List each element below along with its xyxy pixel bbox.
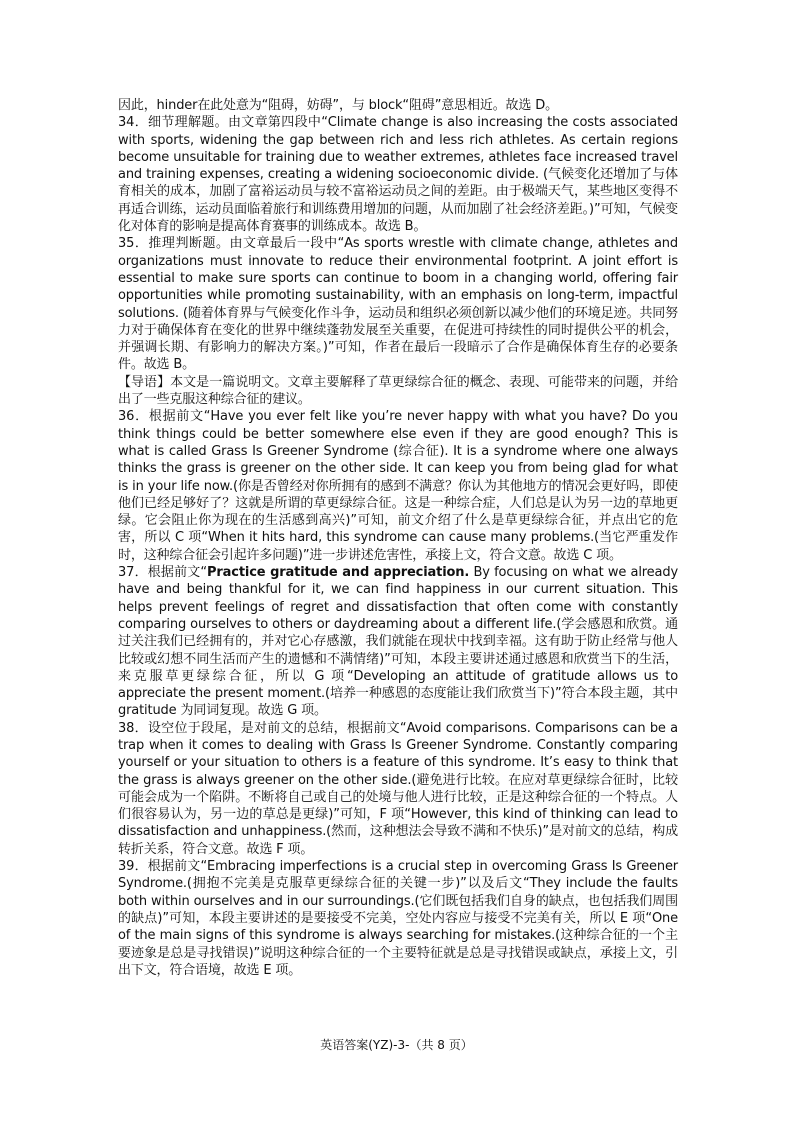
paragraph-q39: 39．根据前文“Embracing imperfections is a crucial step in overcoming Grass Is Greener Syndrome.(拥抱不完美是克服草更绿综合征的关键一步)”以及后文“They include the faults both within ourselves and in our surroundings.(它们既包括我们自身的缺点，也包括我们周围的缺点)”可知，本段主要讲述的是要接受不完美，空处内容应与接受不完美有关，所以 E 项“One of the main signs of this syndrome is always searching for mistakes.(这种综合征的一个主要迹象是总是寻找错误)”说明这种综合征的一个主要特征就是总是寻找错误或缺点，承接上文，引出下文，符合语境，故选 E 项。 — [118, 859, 678, 978]
paragraph-q35: 35．推理判断题。由文章最后一段中“As sports wrestle with climate change, athletes and organizations must innovate to reduce their environmental footprint. A joint effort is essential to make sure sports can continue to boom in a changing world, offering fair opportunities while promoting sustainability, with an emphasis on long-term, impactful solutions. (随着体育界与气候变化作斗争，运动员和组织必须创新以减少他们的环境足迹。共同努力对于确保体育在变化的世界中继续蓬勃发展至关重要，在促进可持续性的同时提供公平的机会，并强调长期、有影响力的解决方案。)”可知，作者在最后一段暗示了合作是确保体育生存的必要条件。故选 B。 — [118, 236, 678, 373]
paragraph-hinder: 因此，hinder在此处意为“阻碍，妨碍”，与 block“阻碍”意思相近。故选 D。 — [118, 98, 558, 113]
q37-bold-phrase: Practice gratitude and appreciation. — [207, 565, 470, 581]
q37-rest: By focusing on what we already have and being thankful for it, we can find happiness in our current situation. This helps prevent feelings of regret and dissatisfaction that often come with constantly comparing ourselves to others or daydreaming about a different life.(学会感恩和欣赏。通过关注我们已经拥有的，并对它心存感激，我们就能在现状中找到幸福。这有助于防止经常与他人比较或幻想不同生活而产生的遗憾和不满情绪)”可知，本段主要讲述通过感恩和欣赏当下的生活，来克服草更绿综合征，所以 G 项“Developing an attitude of gratitude allows us to appreciate the present moment.(培养一种感恩的态度能让我们欣赏当下)”符合本段主题，其中 gratitude 为同词复现。故选 G 项。 — [118, 565, 678, 719]
q37-lead: 37．根据前文“ — [118, 565, 208, 581]
page-footer: 英语答案(YZ)-3-（共 8 页） — [320, 1038, 473, 1052]
document-body — [118, 97, 678, 979]
paragraph-q34: 34．细节理解题。由文章第四段中“Climate change is also increasing the costs associated with sports, widening the gap between rich and less rich athletes. As certain regions become unsuitable for training due to weather extremes, athletes face increased travel and training expenses, creating a widening socioeconomic divide. (气候变化还增加了与体育相关的成本，加剧了富裕运动员与较不富裕运动员之间的差距。由于极端天气，某些地区变得不再适合训练，运动员面临着旅行和训练费用增加的问题，从而加剧了社会经济差距。)”可知，气候变化对体育的影响是提高体育赛事的训练成本。故选 B。 — [118, 115, 678, 235]
paragraph-q37 — [118, 564, 678, 720]
paragraph-q38: 38．设空位于段尾，是对前文的总结，根据前文“Avoid comparisons. Comparisons can be a trap when it comes to dealing with Grass Is Greener Syndrome. Constantly comparing yourself or your situation to others is a feature of this syndrome. It’s easy to think that the grass is always greener on the other side.(避免进行比较。在应对草更绿综合征时，比较可能会成为一个陷阱。不断将自己或自己的处境与他人进行比较，正是这种综合征的一个特点。人们很容易认为，另一边的草总是更绿)”可知，F 项“However, this kind of thinking can lead to dissatisfaction and unhappiness.(然而，这种想法会导致不满和不快乐)”是对前文的总结，构成转折关系，符合文意。故选 F 项。 — [118, 720, 678, 857]
paragraph-intro: 【导语】本文是一篇说明文。文章主要解释了草更绿综合征的概念、表现、可能带来的问题，并给出了一些克服这种综合征的建议。 — [118, 374, 678, 408]
paragraph-q36: 36．根据前文“Have you ever felt like you’re never happy with what you have? Do you think things could be better somewhere else even if they are good enough? This is what is called Grass Is Greener Syndrome (综合征). It is a syndrome where one always thinks the grass is greener on the other side. It can keep you from being glad for what is in your life now.(你是否曾经对你所拥有的感到不满意？你认为其他地方的情况会更好吗，即使他们已经足够好了？这就是所谓的草更绿综合征。这是一种综合症，人们总是认为另一边的草地更绿。它会阻止你为现在的生活感到高兴)”可知，前文介绍了什么是草更绿综合征，并点出它的危害，所以 C 项“When it hits hard, this syndrome can cause many problems.(当它严重发作时，这种综合征会引起许多问题)”进一步讲述危害性，承接上文，符合文意。故选 C 项。 — [118, 409, 678, 563]
